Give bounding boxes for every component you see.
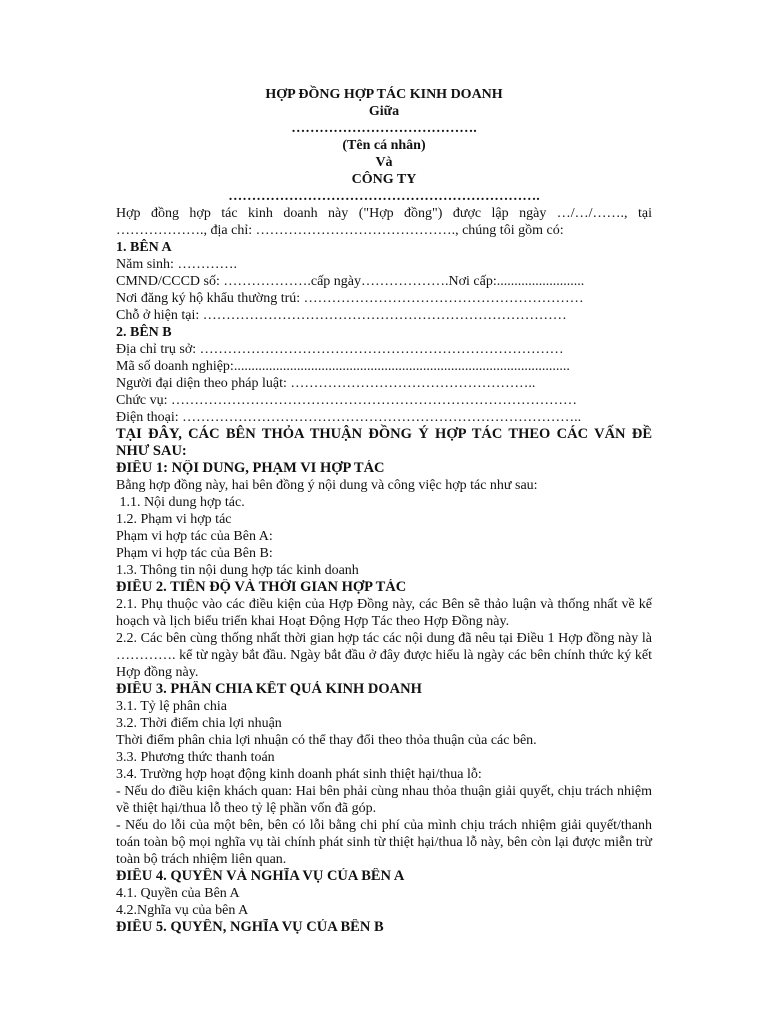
article-2-paragraph: 2.1. Phụ thuộc vào các điều kiện của Hợp Đồng này, các Bên sẽ thảo luận và thống nhất về kế hoạch và lịch biểu triển khai Hoạt Động Hợp Tác theo Hợp Đồng này. [116,597,652,629]
article-3-item: 3.1. Tỷ lệ phân chia [116,699,227,714]
party-name-blank: …………………………………. [291,121,477,136]
article-1-item: 1.3. Thông tin nội dung hợp tác kinh doanh [116,563,359,578]
document-header [0,86,768,205]
party-b-address: Địa chỉ trụ sở: …………………………………………………………………… [116,342,564,357]
article-3-paragraph: - Nếu do lỗi của một bên, bên có lỗi bằng chi phí của mình chịu trách nhiệm giải quyết/thanh toán toàn bộ mọi nghĩa vụ tài chính phát sinh từ thiệt hại/thua lỗ này, bên còn lại được miễn trừ toàn bộ trách nhiệm liên quan. [116,818,652,867]
party-a-residence: Nơi đăng ký hộ khẩu thường trú: …………………………………………………… [116,291,584,306]
party-b-position: Chức vụ: …………………………………………………………………………… [116,393,578,408]
company-name-blank: …………………………………………………………. [228,189,540,204]
article-2-paragraph: 2.2. Các bên cùng thống nhất thời gian hợp tác các nội dung đã nêu tại Điều 1 Hợp đồng này là …………. kể từ ngày bắt đầu. Ngày bắt đầu ở đây được hiểu là ngày các bên chính thức ký kết Hợp đồng này. [116,631,652,680]
agreement-heading: TẠI ĐÂY, CÁC BÊN THỎA THUẬN ĐỒNG Ý HỢP TÁC THEO CÁC VẤN ĐỀ NHƯ SAU: [116,426,652,459]
document-body [116,205,652,936]
party-a-birth-year: Năm sinh: …………. [116,257,237,272]
contract-title: HỢP ĐỒNG HỢP TÁC KINH DOANH [265,87,503,102]
party-b-phone: Điện thoại: ………………………………………………………………………….. [116,410,582,425]
article-3-paragraph: - Nếu do điều kiện khách quan: Hai bên phải cùng nhau thỏa thuận giải quyết, chịu trách nhiệm về thiệt hại/thua lỗ theo tỷ lệ phần vốn đã góp. [116,784,652,816]
article-3-item: Thời điểm phân chia lợi nhuận có thể thay đổi theo thỏa thuận của các bên. [116,733,537,748]
company-label: CÔNG TY [351,172,417,187]
and-label: Và [375,155,393,170]
article-2-heading: ĐIỀU 2. TIẾN ĐỘ VÀ THỜI GIAN HỢP TÁC [116,579,407,595]
party-b-tax-code: Mã số doanh nghiệp:................................................................................................ [116,359,570,374]
party-b-heading: 2. BÊN B [116,325,172,340]
party-a-id: CMND/CCCD số: ……………….cấp ngày……………….Nơi cấp:......................... [116,274,585,289]
article-1-item: 1.2. Phạm vi hợp tác [116,512,232,527]
intro-paragraph: Hợp đồng hợp tác kinh doanh này ("Hợp đồng") được lập ngày …/…/……., tại ………………., địa chỉ: ……………………………………., chúng tôi gồm có: [116,206,652,238]
article-1-text: Bằng hợp đồng này, hai bên đồng ý nội dung và công việc hợp tác như sau: [116,478,538,493]
article-1-item: 1.1. Nội dung hợp tác. [116,495,245,510]
article-4-item: 4.2.Nghĩa vụ của bên A [116,903,249,918]
article-3-item: 3.2. Thời điểm chia lợi nhuận [116,716,282,731]
article-1-item: Phạm vi hợp tác của Bên A: [116,529,273,544]
party-a-heading: 1. BÊN A [116,240,172,255]
article-3-item: 3.4. Trường hợp hoạt động kinh doanh phát sinh thiệt hại/thua lỗ: [116,767,482,782]
article-3-item: 3.3. Phương thức thanh toán [116,750,275,765]
article-1-heading: ĐIỀU 1: NỘI DUNG, PHẠM VI HỢP TÁC [116,460,385,476]
article-4-item: 4.1. Quyền của Bên A [116,886,240,901]
article-4-heading: ĐIỀU 4. QUYỀN VÀ NGHĨA VỤ CỦA BÊN A [116,868,405,884]
party-b-representative: Người đại diện theo pháp luật: …………………………………………….. [116,376,536,391]
article-3-heading: ĐIỀU 3. PHÂN CHIA KẾT QUẢ KINH DOANH [116,681,422,697]
between-label: Giữa [368,104,400,119]
article-1-item: Phạm vi hợp tác của Bên B: [116,546,273,561]
party-a-current-address: Chỗ ở hiện tại: …………………………………………………………………… [116,308,567,323]
article-5-heading: ĐIỀU 5. QUYỀN, NGHĨA VỤ CỦA BÊN B [116,919,384,935]
person-label: (Tên cá nhân) [342,138,426,153]
